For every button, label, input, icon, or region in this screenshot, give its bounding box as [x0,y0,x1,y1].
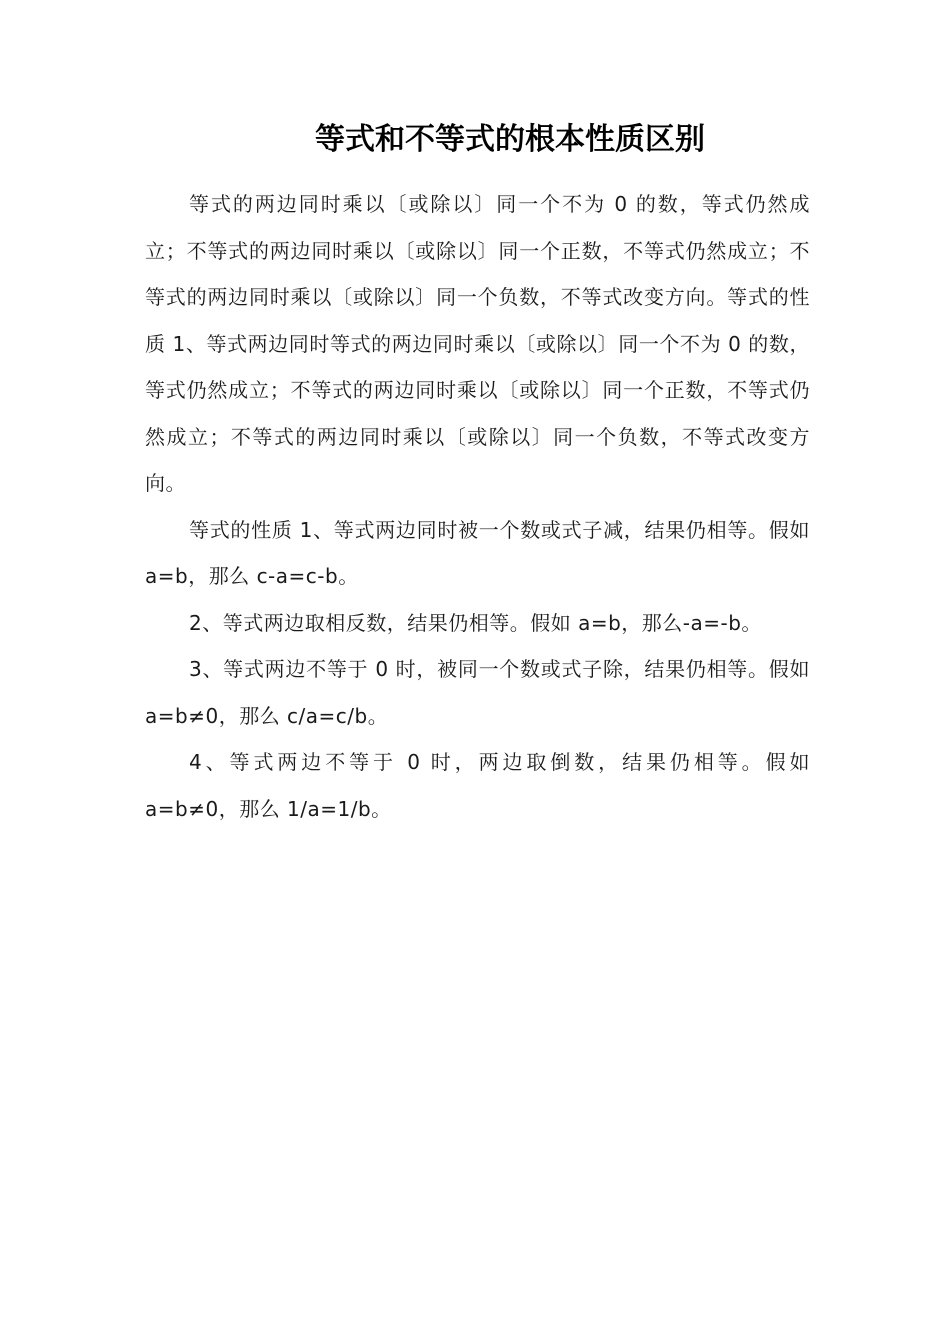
paragraph-4: 3、等式两边不等于 0 时，被同一个数或式子除，结果仍相等。假如 a=b≠0，那么 c/a=c/b。 [145,657,810,728]
document-title: 等式和不等式的根本性质区别 [315,122,705,157]
document-body [145,181,810,832]
paragraph-5: 4、等式两边不等于 0 时，两边取倒数，结果仍相等。假如 a=b≠0，那么 1/a=1/b。 [145,750,810,821]
paragraph-3: 2、等式两边取相反数，结果仍相等。假如 a=b，那么-a=-b。 [189,610,762,635]
paragraph-1: 等式的两边同时乘以〔或除以〕同一个不为 0 的数，等式仍然成立；不等式的两边同时乘以〔或除以〕同一个正数，不等式仍然成立；不等式的两边同时乘以〔或除以〕同一个负数，不等式改变方向。等式的性质 1、等式两边同时等式的两边同时乘以〔或除以〕同一个不为 0 的数，等式仍然成立；不等式的两边同时乘以〔或除以〕同一个正数，不等式仍然成立；不等式的两边同时乘以〔或除以〕同一个负数，不等式改变方向。 [145,192,810,495]
paragraph-2: 等式的性质 1、等式两边同时被一个数或式子减，结果仍相等。假如 a=b，那么 c-a=c-b。 [145,517,810,588]
